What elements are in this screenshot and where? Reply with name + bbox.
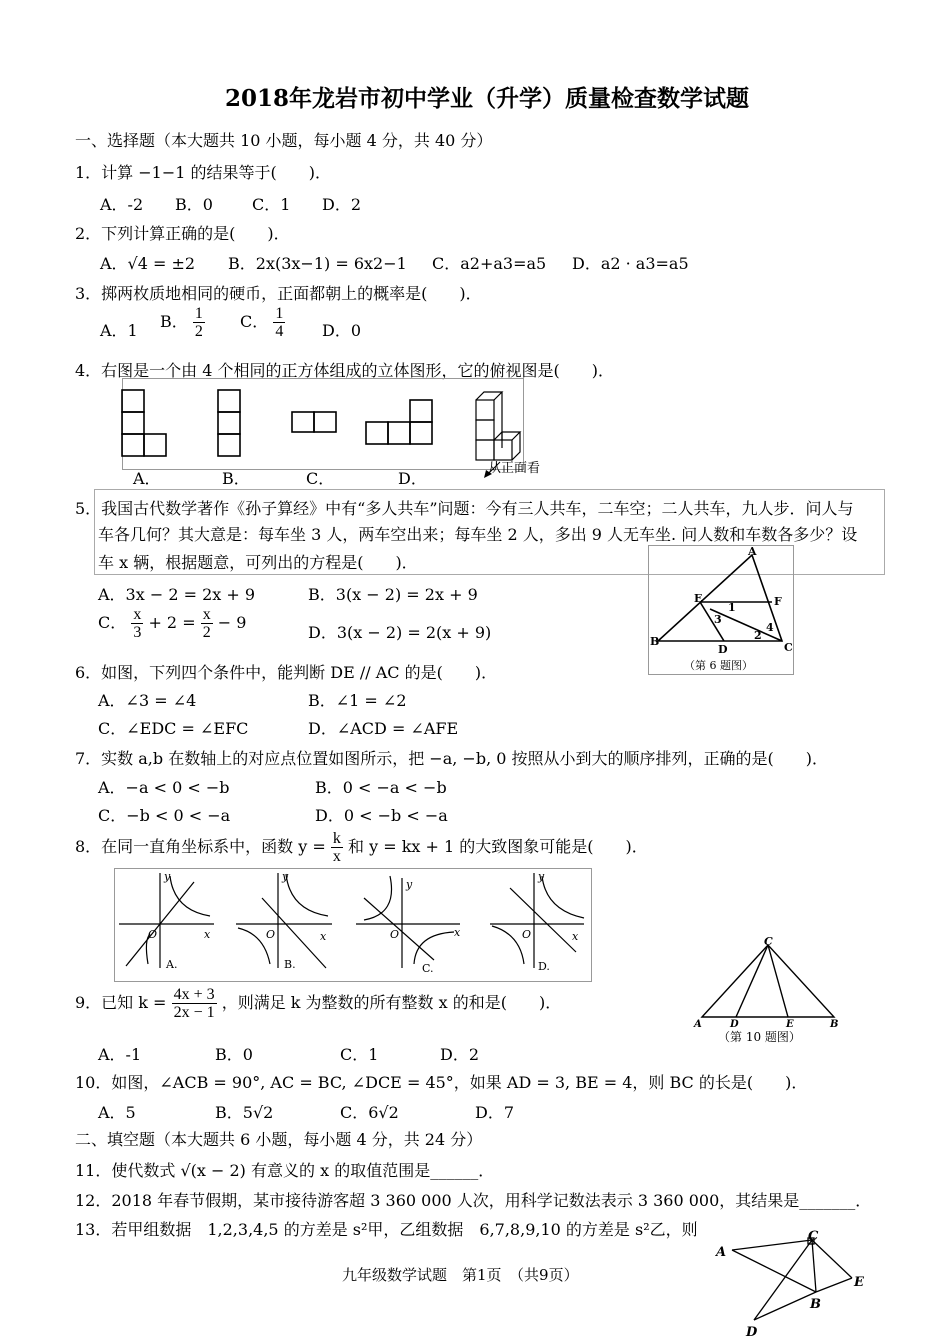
q3-option-d[interactable]: D．0 [322, 321, 362, 340]
q10-option-d[interactable]: D．7 [475, 1103, 515, 1122]
question-5-line-2: 车各几何？其大意是：每车坐 3 人，两车空出来；每车坐 2 人，多出 9 人无车坐. 问人数和车数各多少？设 [98, 525, 858, 544]
q9-option-d[interactable]: D．2 [440, 1045, 480, 1064]
fig10-label-e: E [786, 1019, 794, 1030]
q8-a-origin: O [148, 928, 158, 941]
q5-c-middle: + 2 = [148, 613, 196, 632]
fig10-triangle [692, 935, 842, 1050]
q5-c-end: − 9 [217, 613, 247, 632]
q8-graph-d [490, 873, 584, 968]
fig10-label-c: C [764, 935, 773, 948]
q8-label-a: A. [166, 958, 178, 971]
page-title: 2018年龙岩市初中学业（升学）质量检查数学试题 [225, 85, 750, 112]
q8-graph-b [236, 873, 332, 968]
fig6-angle-2: 2 [754, 629, 762, 642]
q6-option-a[interactable]: A．∠3 = ∠4 [98, 691, 197, 710]
q3-option-c[interactable] [240, 305, 285, 340]
q4-solid-3d [476, 392, 520, 460]
q9-option-b[interactable]: B．0 [215, 1045, 253, 1064]
q8-graph-a [119, 873, 214, 968]
question-5-line-3: 车 x 辆，根据题意，可列出的方程是( )． [98, 553, 418, 572]
q3-option-b[interactable] [160, 305, 205, 340]
fig10-caption: （第 10 题图） [718, 1030, 801, 1044]
question-13: 13．若甲组数据 1,2,3,4,5 的方差是 s²甲，乙组数据 6,7,8,9,10 的方差是 s²乙，则 [75, 1220, 698, 1239]
q9-option-c[interactable]: C．1 [340, 1045, 379, 1064]
q5-option-c[interactable] [98, 606, 246, 641]
q8-d-axis-y: y [538, 870, 545, 883]
question-5-line-1: 5．我国古代数学著作《孙子算经》中有“多人共车”问题：今有三人共车，二车空；二人共车，九人步．问人与 [75, 499, 854, 518]
q2-option-d[interactable]: D．a2 · a3=a5 [572, 254, 689, 273]
fig14-label-c: C [808, 1229, 819, 1244]
q8-label-b: B. [284, 958, 296, 971]
question-12: 12．2018 年春节假期，某市接待游客超 3 360 000 人次，用科学记数法表示 3 360 000，其结果是_______． [75, 1191, 872, 1210]
q4-option-d[interactable]: D． [398, 469, 427, 488]
fig10-label-d: D [730, 1019, 739, 1030]
fig14-label-b: B [810, 1297, 821, 1312]
q5-option-d[interactable]: D．3(x − 2) = 2(x + 9) [308, 623, 492, 642]
q8-graphs [114, 868, 594, 980]
q8-c-axis-y: y [406, 878, 413, 891]
q8-label-d: D. [538, 960, 550, 973]
q3-option-a[interactable]: A．1 [100, 321, 138, 340]
q8-b-origin: O [266, 928, 276, 941]
q10-option-c[interactable]: C．6√2 [340, 1103, 399, 1122]
question-6-stem: 6．如图，下列四个条件中，能判断 DE // AC 的是( )． [75, 663, 498, 682]
fig6-caption: （第 6 题图） [684, 659, 753, 672]
q8-c-origin: O [390, 928, 400, 941]
question-10-stem: 10．如图，∠ACB = 90°, AC = BC, ∠DCE = 45°，如果 AD = 3, BE = 4，则 BC 的长是( )． [75, 1073, 808, 1092]
q4-option-a[interactable]: A． [133, 469, 161, 488]
fig6-angle-3: 3 [714, 613, 722, 626]
q8-stem-pre: 8．在同一直角坐标系中，函数 y = [75, 837, 326, 856]
q5-c-fraction-2: $\frac{x}{2}$ [202, 606, 211, 641]
q9-option-a[interactable]: A．-1 [98, 1045, 142, 1064]
fig14-diagram [712, 1228, 872, 1338]
q6-option-b[interactable]: B．∠1 = ∠2 [308, 691, 407, 710]
q3-option-b-fraction: $\frac{1}{2}$ [194, 305, 203, 340]
fig6-angle-4: 4 [766, 621, 774, 634]
q8-k-over-x: $\frac{k}{x}$ [332, 830, 341, 865]
fig6-angle-1: 1 [728, 601, 736, 614]
fig6-label-c: C [784, 641, 793, 654]
q5-option-a[interactable]: A．3x − 2 = 2x + 9 [98, 585, 256, 604]
q5-c-fraction-1: $\frac{x}{3}$ [133, 606, 142, 641]
q3-option-c-label: C． [240, 312, 269, 331]
q4-view-d-shape [366, 400, 432, 444]
q4-view-a-shape [122, 390, 166, 456]
q6-option-c[interactable]: C．∠EDC = ∠EFC [98, 719, 249, 738]
fig6-triangle [648, 545, 798, 675]
question-1-stem: 1．计算 −1−1 的结果等于( )． [75, 163, 332, 182]
q9-pre: 9．已知 k = [75, 993, 167, 1012]
q4-option-c[interactable]: C． [306, 469, 335, 488]
q8-c-axis-x: x [454, 926, 461, 939]
fig6-label-e: E [694, 592, 703, 605]
question-4-stem: 4．右图是一个由 4 个相同的正方体组成的立体图形，它的俯视图是( )． [75, 361, 615, 380]
q2-option-a[interactable]: A．√4 = ±2 [100, 254, 196, 273]
q10-option-a[interactable]: A．5 [98, 1103, 136, 1122]
q8-d-origin: O [522, 928, 532, 941]
question-7-stem: 7．实数 a,b 在数轴上的对应点位置如图所示，把 −a, −b, 0 按照从小到大的顺序排列，正确的是( )． [75, 749, 828, 768]
q5-option-b[interactable]: B．3(x − 2) = 2x + 9 [308, 585, 478, 604]
fig6-label-a: A [748, 545, 757, 558]
q7-option-c[interactable]: C．−b < 0 < −a [98, 806, 231, 825]
q1-option-c[interactable]: C．1 [252, 195, 291, 214]
q7-option-a[interactable]: A．−a < 0 < −b [98, 778, 230, 797]
question-11: 11．使代数式 √(x − 2) 有意义的 x 的取值范围是______． [75, 1161, 495, 1180]
q5-option-c-label: C． [98, 613, 127, 632]
fig10-label-b: B [830, 1019, 839, 1030]
question-3-stem: 3．掷两枚质地相同的硬币，正面都朝上的概率是( )． [75, 284, 482, 303]
q3-option-c-fraction: $\frac{1}{4}$ [275, 305, 284, 340]
q1-option-b[interactable]: B．0 [175, 195, 213, 214]
q8-label-c: C. [422, 962, 434, 975]
fig10-label-a: A [694, 1019, 702, 1030]
page-footer: 九年级数学试题 第1页 （共9页） [342, 1266, 579, 1284]
fig6-label-b: B [650, 635, 660, 648]
q4-view-b-shape [218, 390, 240, 456]
fig14-label-a: A [716, 1245, 727, 1260]
section-1-heading: 一、选择题（本大题共 10 小题，每小题 4 分，共 40 分） [75, 131, 493, 150]
q8-b-axis-y: y [282, 870, 289, 883]
q10-option-b[interactable]: B．5√2 [215, 1103, 274, 1122]
q4-option-b[interactable]: B． [222, 469, 250, 488]
q8-a-axis-x: x [204, 928, 211, 941]
q4-view-c-shape [292, 412, 336, 432]
q8-a-axis-y: y [164, 870, 171, 883]
question-9-stem [75, 986, 561, 1021]
q2-option-b[interactable]: B．2x(3x−1) = 6x2−1 [228, 254, 407, 273]
q4-view-label: 从正面看 [488, 461, 541, 476]
q1-option-a[interactable]: A．-2 [100, 195, 144, 214]
question-8-stem [75, 830, 648, 865]
q8-d-axis-x: x [572, 930, 579, 943]
q2-option-c[interactable]: C．a2+a3=a5 [432, 254, 547, 273]
q7-option-d[interactable]: D．0 < −b < −a [315, 806, 448, 825]
fig14-label-e: E [854, 1275, 864, 1290]
q7-option-b[interactable]: B．0 < −a < −b [315, 778, 447, 797]
q9-post: ，则满足 k 为整数的所有整数 x 的和是( )． [221, 993, 562, 1012]
q1-option-d[interactable]: D．2 [322, 195, 362, 214]
question-2-stem: 2．下列计算正确的是( )． [75, 224, 290, 243]
q3-option-b-label: B． [160, 312, 188, 331]
section-2-heading: 二、填空题（本大题共 6 小题，每小题 4 分，共 24 分） [75, 1130, 483, 1149]
q8-b-axis-x: x [320, 930, 327, 943]
q8-stem-post: 和 y = kx + 1 的大致图象可能是( )． [348, 837, 648, 856]
q6-option-d[interactable]: D．∠ACD = ∠AFE [308, 719, 459, 738]
fig14-label-d: D [746, 1325, 758, 1340]
fig6-label-f: F [774, 595, 782, 608]
q9-fraction: $\frac{4x + 3}{2x - 1}$ [173, 986, 215, 1021]
fig6-label-d: D [718, 643, 728, 656]
